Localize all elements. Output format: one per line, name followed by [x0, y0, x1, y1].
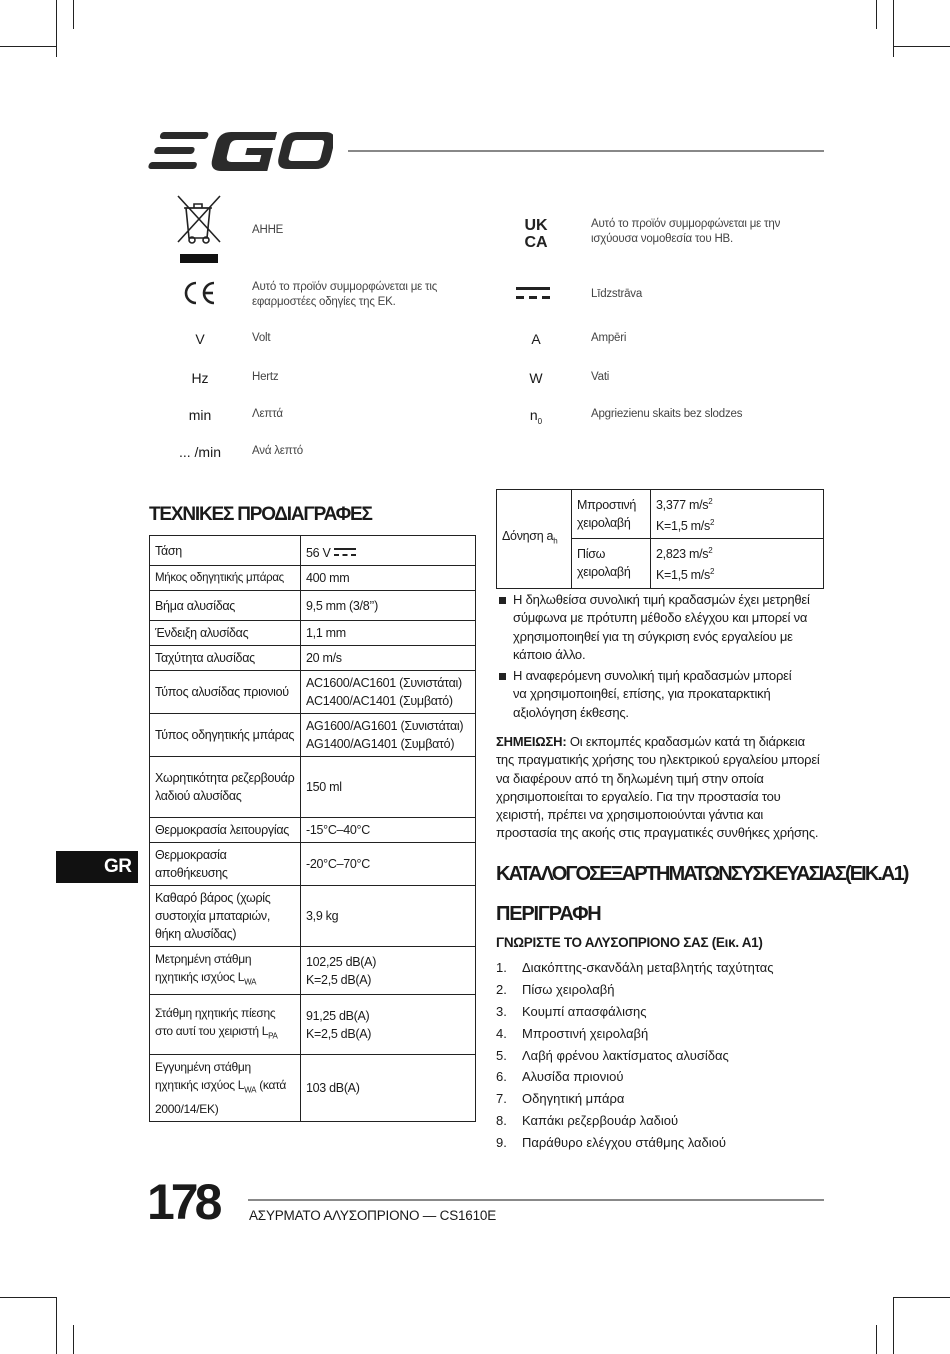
table-row: Στάθμη ηχητικής πίεσης στο αυτί του χειριστή $L_{PA}$ 91,25 dB(A) K=2,5 dB(A)	[150, 995, 476, 1055]
symbol-desc: Λεπτά	[252, 408, 283, 420]
symbol-desc: Αυτό το προϊόν συμμορφώνεται με τις εφαρμοστέες οδηγίες της ΕΚ.	[252, 281, 438, 308]
list-item: 6. Αλυσίδα πριονιού	[496, 1069, 624, 1085]
direct-current-icon	[516, 287, 550, 301]
bullet-icon	[499, 597, 506, 604]
table-row: Θερμοκρασία αποθήκευσης -20°C–70°C	[150, 843, 476, 886]
footer-text: ΑΣΥΡΜΑΤΟ ΑΛΥΣΟΠΡΙΟΝΟ — CS1610E	[249, 1208, 497, 1223]
note-paragraph: ΣΗΜΕΙΩΣΗ: Οι εκπομπές κραδασμών κατά τη διάρκεια της πραγματικής χρήσης του ηλεκτρικού εργαλείου μπορεί να διαφέρουν από τη δηλωμένη τιμή στην οποία χρησιμοποιείται το εργαλείο. Για την προστασία του χειριστή, πρέπει να χρησιμοποιούνται γάντια και προστασία της ακοής στις πραγματικές συνθήκες χρήσης.	[496, 734, 820, 841]
symbol-minutes: min	[188, 407, 212, 423]
bullet-text: Η δηλωθείσα συνολική τιμή κραδασμών έχει μετρηθεί σύμφωνα με πρότυπη μέθοδο ελέγχου και μπορεί να χρησιμοποιηθεί για τη σύγκριση ενός εργαλείου με κάποιο άλλο.	[513, 592, 810, 662]
bullet-text: Η αναφερόμενη συνολική τιμή κραδασμών μπορεί να χρησιμοποιηθεί, επίσης, για προκαταρκτική αξιολόγηση έκθεσης.	[513, 668, 792, 720]
table-row: Βήμα αλυσίδας 9,5 mm (3/8’’)	[150, 591, 476, 621]
ego-logo-icon	[148, 128, 333, 174]
list-item: 2. Πίσω χειρολαβή	[496, 981, 615, 997]
table-row: Ταχύτητα αλυσίδας 20 m/s	[150, 646, 476, 671]
table-row: Δόνηση $a_h$ Μπροστινή χειρολαβή 3,377 $m/s^2$ K=1,5 $m/s^2$	[497, 490, 824, 539]
note-label: ΣΗΜΕΙΩΣΗ:	[496, 734, 567, 749]
page-number: 178	[147, 1174, 219, 1230]
list-item: 1. Διακόπτης-σκανδάλη μεταβλητής ταχύτητας	[496, 960, 774, 975]
symbol-watt: W	[529, 370, 543, 386]
table-row: Τύπος οδηγητικής μπάρας AG1600/AG1601 (Συνιστάται) AG1400/AG1401 (Συμβατό)	[150, 714, 476, 757]
weee-bin-icon	[174, 194, 224, 266]
footer-rule	[248, 1199, 824, 1201]
bullet-icon	[499, 673, 506, 680]
symbol-volt: V	[195, 331, 205, 347]
symbol-ampere: A	[531, 331, 541, 347]
specs-title: ΤΕΧΝΙΚΕΣ ΠΡΟΔΙΑΓΡΑΦΕΣ	[149, 504, 372, 525]
table-row: Εγγυημένη στάθμη ηχητικής ισχύος $L_{WA}$ (κατά 2000/14/ΕΚ) 103 dB(A)	[150, 1055, 476, 1121]
know-your-saw-title: ΓΝΩΡΙΣΤΕ ΤΟ ΑΛΥΣΟΠΡΙΟΝΟ ΣΑΣ (Εικ. Α1)	[496, 935, 763, 950]
table-row: Τάση 56 V	[150, 536, 476, 566]
svg-text:CA: CA	[524, 234, 548, 250]
symbol-desc: Ampēri	[591, 332, 627, 344]
list-item: 3. Κουμπί απασφάλισης	[496, 1003, 647, 1019]
language-tab-label: GR	[104, 856, 132, 877]
list-item: 8. Καπάκι ρεζερβουάρ λαδιού	[496, 1113, 679, 1129]
specs-table	[149, 535, 476, 1122]
vibration-table	[496, 489, 824, 589]
symbol-no-load-speed: $n_0$	[529, 407, 543, 426]
symbol-desc: Apgriezienu skaits bez slodzes	[591, 408, 743, 420]
description-title: ΠΕΡΙΓΡΑΦΗ	[496, 903, 601, 925]
table-row: Καθαρό βάρος (χωρίς συστοιχία μπαταριών, θήκη αλυσίδας) 3,9 kg	[150, 886, 476, 947]
list-item: 7. Οδηγητική μπάρα	[496, 1091, 625, 1107]
symbol-desc: Hertz	[252, 371, 279, 383]
symbol-desc: ΑΗΗΕ	[252, 224, 284, 236]
packing-list-title: ΚΑΤΑΛΟΓΟΣΕΞΑΡΤΗΜΑΤΩΝΣΥΣΚΕΥΑΣΙΑΣ(ΕΙΚ.Α1)	[496, 863, 908, 885]
svg-text:UK: UK	[524, 217, 548, 234]
table-row: Μήκος οδηγητικής μπάρας 400 mm	[150, 566, 476, 591]
symbol-hertz: Hz	[191, 370, 209, 386]
brand-logo	[148, 128, 333, 174]
symbol-desc: Volt	[252, 332, 271, 344]
symbol-desc: Αυτό το προϊόν συμμορφώνεται με την ισχύουσα νομοθεσία του ΗΒ.	[591, 218, 781, 245]
table-row: Ένδειξη αλυσίδας 1,1 mm	[150, 621, 476, 646]
direct-current-icon	[334, 547, 356, 557]
list-item: 5. Λαβή φρένου λακτίσματος αλυσίδας	[496, 1047, 729, 1063]
ukca-mark-icon	[518, 214, 554, 250]
ce-mark-icon	[182, 280, 218, 306]
list-item: 9. Παράθυρο ελέγχου στάθμης λαδιού	[496, 1135, 727, 1151]
list-item: 4. Μπροστινή χειρολαβή	[496, 1025, 649, 1041]
table-row: Μετρημένη στάθμη ηχητικής ισχύος $L_{WA}$ 102,25 dB(A) K=2,5 dB(A)	[150, 947, 476, 995]
symbol-desc: Ανά λεπτό	[252, 445, 304, 457]
table-row: Τύπος αλυσίδας πριονιού AC1600/AC1601 (Συνιστάται) AC1400/AC1401 (Συμβατό)	[150, 671, 476, 714]
header-rule	[348, 150, 824, 152]
parts-list	[496, 957, 774, 1154]
table-row: Πίσω χειρολαβή 2,823 $m/s^2$ K=1,5 $m/s^2$	[497, 539, 824, 588]
table-row: Θερμοκρασία λειτουργίας -15°C–40°C	[150, 818, 476, 843]
symbol-desc: Līdzstrāva	[591, 288, 643, 300]
symbol-per-minute: ... /min	[178, 444, 221, 460]
table-row: Χωρητικότητα ρεζερβουάρ λαδιού αλυσίδας 150 ml	[150, 757, 476, 818]
symbol-desc: Vati	[591, 371, 610, 383]
